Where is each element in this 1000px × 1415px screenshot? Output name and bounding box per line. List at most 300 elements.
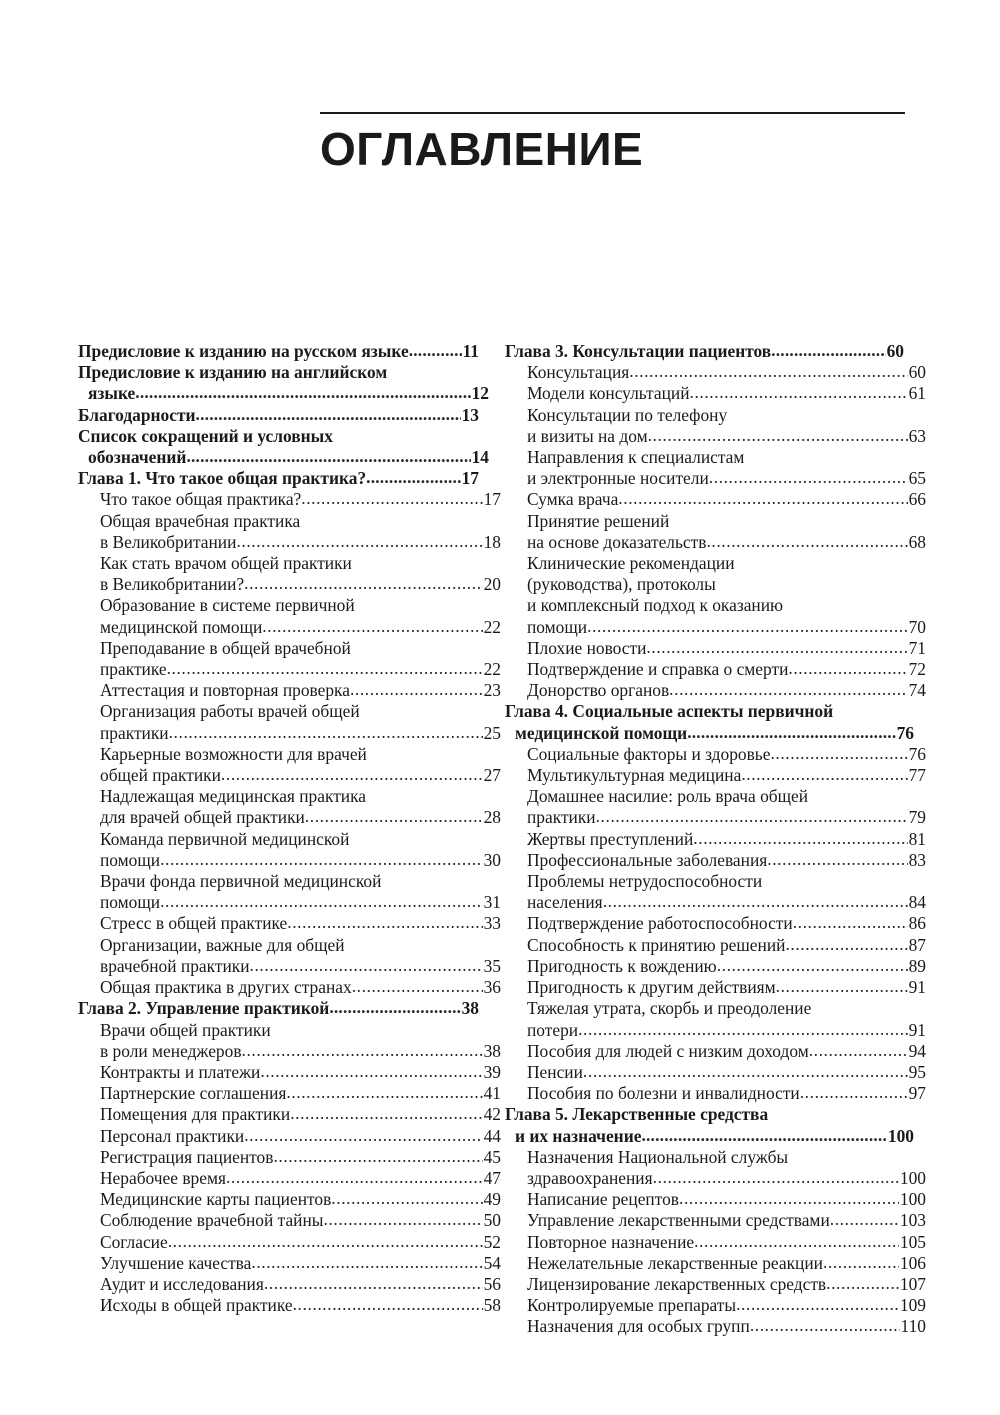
toc-entry-title: Контролируемые препараты (527, 1295, 737, 1316)
toc-page-number: 81 (908, 828, 926, 849)
toc-entry-title: Надлежащая медицинская практика (100, 786, 367, 807)
toc-dot-leader (186, 446, 470, 467)
toc-entry-line (78, 892, 501, 913)
toc-section-entry[interactable] (505, 383, 926, 404)
toc-entry-line (78, 383, 489, 404)
toc-dot-leader (286, 1082, 482, 1103)
toc-entry-line (78, 574, 501, 595)
toc-dot-leader (653, 1167, 899, 1188)
toc-entry-title: языке (88, 383, 136, 404)
toc-entry-title: Нерабочее время (100, 1167, 226, 1188)
toc-entry-line (505, 998, 926, 1019)
toc-section-entry[interactable] (78, 1061, 501, 1083)
toc-entry-title: Аттестация и повторная проверка (100, 680, 350, 701)
title-block (320, 112, 905, 204)
toc-entry-title: Пенсии (527, 1061, 583, 1082)
toc-dot-leader (168, 1231, 483, 1252)
toc-entry-title: в Великобритании (100, 531, 237, 552)
toc-section-entry[interactable] (505, 362, 926, 383)
toc-entry-title: Нежелательные лекарственные реакции (527, 1252, 823, 1273)
toc-page-number: 23 (483, 680, 501, 701)
toc-entry-title: Управление лекарственными средствами (527, 1210, 830, 1231)
toc-section-entry[interactable] (78, 1125, 501, 1147)
toc-dot-leader (329, 997, 460, 1018)
toc-entry-line (78, 786, 501, 807)
toc-page-number: 50 (483, 1210, 501, 1231)
toc-entry-line (505, 786, 926, 807)
toc-page-number: 71 (908, 637, 926, 658)
toc-page-number: 11 (462, 341, 479, 361)
toc-entry-line (78, 680, 501, 701)
toc-entry-title: Команда первичной медицинской (100, 828, 350, 849)
toc-entry-line (505, 956, 926, 977)
toc-entry-title: Социальные факторы и здоровье (527, 743, 771, 764)
toc-page-number: 47 (483, 1167, 501, 1188)
toc-entry-title: Профессиональные заболевания (527, 849, 768, 870)
toc-entry-title: и комплексный подход к оказанию (527, 595, 784, 616)
toc-entry-line (78, 956, 501, 977)
toc-dot-leader (618, 488, 907, 509)
toc-section-entry[interactable] (78, 489, 501, 510)
toc-page-number: 61 (908, 383, 926, 404)
toc-entry-title: Глава 5. Лекарственные средства (505, 1104, 769, 1125)
toc-entry-line (78, 638, 501, 659)
toc-dot-leader (596, 806, 908, 827)
toc-page-number: 66 (908, 489, 926, 510)
toc-dot-leader (750, 1315, 900, 1336)
toc-section-entry[interactable] (78, 510, 501, 553)
toc-dot-leader (366, 467, 460, 488)
toc-dot-leader (641, 1125, 886, 1146)
toc-entry-title: в роли менеджеров (100, 1040, 242, 1061)
toc-dot-leader (694, 1231, 899, 1252)
toc-section-entry[interactable] (78, 934, 501, 977)
toc-dot-leader (262, 616, 482, 637)
toc-section-entry[interactable] (78, 637, 501, 680)
toc-entry-title: Проблемы нетрудоспособности (527, 871, 763, 892)
toc-chapter-entry[interactable] (78, 425, 489, 468)
toc-section-entry[interactable] (505, 1083, 926, 1104)
toc-dot-leader (603, 891, 908, 912)
toc-entry-title: Общая врачебная практика (100, 510, 301, 531)
toc-section-entry[interactable] (78, 1083, 501, 1104)
toc-page-number: 83 (908, 849, 926, 870)
toc-entry-title: Лицензирование лекарственных средств (527, 1273, 827, 1294)
toc-entry-title: врачебной практики (100, 955, 250, 976)
toc-entry-line (505, 1232, 926, 1253)
toc-section-entry[interactable] (505, 1252, 926, 1274)
toc-entry-line (505, 405, 926, 426)
toc-entry-title: (руководства), протоколы (527, 574, 716, 595)
toc-entry-line (505, 574, 926, 595)
toc-chapter-entry[interactable] (78, 405, 479, 426)
toc-section-entry[interactable] (505, 404, 926, 447)
toc-entry-title: Пособия по болезни и инвалидности (527, 1083, 800, 1104)
toc-page-number: 91 (908, 977, 926, 998)
toc-entry-line (505, 1295, 926, 1316)
toc-entry-line (78, 1295, 501, 1316)
toc-entry-title: Улучшение качества (100, 1252, 252, 1273)
toc-dot-leader (350, 679, 483, 700)
toc-page-number: 60 (886, 341, 904, 361)
toc-entry-line (78, 871, 501, 892)
toc-section-entry[interactable] (78, 1273, 501, 1295)
toc-entry-line (505, 532, 926, 553)
toc-entry-title: практике (100, 659, 167, 680)
page-title: ОГЛАВЛЕНИЕ (320, 123, 644, 175)
toc-section-entry[interactable] (505, 1210, 926, 1231)
toc-entry-title: Повторное назначение (527, 1231, 695, 1252)
toc-entry-title: Пособия для людей с низким доходом (527, 1040, 809, 1061)
toc-entry-line (78, 405, 479, 426)
toc-entry-title: Партнерские соглашения (100, 1083, 287, 1104)
toc-section-entry[interactable] (505, 447, 926, 489)
toc-entry-line (505, 723, 914, 744)
toc-section-entry[interactable] (78, 701, 501, 743)
toc-section-entry[interactable] (505, 1316, 926, 1337)
toc-entry-title: Организация работы врачей общей (100, 701, 360, 722)
toc-entry-title: Благодарности (78, 404, 196, 425)
toc-page-number: 22 (483, 616, 501, 637)
toc-entry-line (78, 362, 479, 383)
toc-dot-leader (409, 340, 462, 361)
toc-section-entry[interactable] (505, 510, 926, 553)
toc-dot-leader (221, 764, 483, 785)
toc-entry-title: Подтверждение и справка о смерти (527, 659, 789, 680)
toc-entry-title: Исходы в общей практике (100, 1295, 293, 1316)
toc-entry-title: на основе доказательств (527, 531, 707, 552)
toc-entry-line (78, 617, 501, 638)
toc-section-entry[interactable] (505, 934, 926, 956)
toc-entry-line (505, 1168, 926, 1189)
toc-section-entry[interactable] (505, 765, 926, 786)
toc-section-entry[interactable] (78, 1210, 501, 1231)
toc-entry-line (505, 1316, 926, 1337)
toc-dot-leader (826, 1273, 899, 1294)
toc-section-entry[interactable] (505, 1189, 926, 1210)
toc-dot-leader (830, 1209, 899, 1230)
toc-dot-leader (709, 467, 908, 488)
toc-dot-leader (741, 764, 907, 785)
toc-dot-leader (736, 1294, 899, 1315)
toc-entry-line (505, 1189, 926, 1210)
toc-entry-title: здравоохранения (527, 1167, 653, 1188)
toc-page-number: 107 (899, 1273, 926, 1294)
toc-entry-title: помощи (100, 849, 161, 870)
toc-entry-title: и их назначение (515, 1125, 642, 1146)
toc-entry-title: потери (527, 1019, 579, 1040)
toc-entry-title: Принятие решений (527, 510, 670, 531)
toc-page-number: 22 (483, 659, 501, 680)
toc-entry-title: Донорство органов (527, 680, 670, 701)
toc-section-entry[interactable] (505, 998, 926, 1040)
toc-section-entry[interactable] (505, 1061, 926, 1083)
toc-entry-line (78, 532, 501, 553)
toc-section-entry[interactable] (505, 659, 926, 680)
toc-dot-leader (823, 1252, 899, 1273)
toc-page-number: 65 (908, 468, 926, 489)
toc-entry-line (78, 426, 479, 447)
toc-page-number: 89 (908, 955, 926, 976)
toc-page-number: 79 (908, 807, 926, 828)
toc-dot-leader (264, 1273, 483, 1294)
toc-dot-leader (242, 1040, 483, 1061)
toc-section-entry[interactable] (505, 743, 926, 765)
toc-section-entry[interactable] (505, 489, 926, 510)
toc-entry-title: Медицинские карты пациентов (100, 1189, 332, 1210)
toc-page-number: 31 (483, 892, 501, 913)
toc-dot-leader (706, 531, 907, 552)
toc-dot-leader (793, 912, 908, 933)
toc-entry-line (78, 1041, 501, 1062)
toc-entry-line (78, 659, 501, 680)
toc-entry-title: помощи (100, 892, 161, 913)
toc-chapter-entry[interactable] (505, 1104, 914, 1146)
toc-entry-title: Сумка врача (527, 489, 619, 510)
toc-chapter-entry[interactable] (78, 998, 479, 1019)
toc-entry-title: Консультации по телефону (527, 404, 728, 425)
toc-page-number: 41 (483, 1083, 501, 1104)
toc-entry-line (505, 1062, 926, 1083)
toc-entry-title: для врачей общей практики (100, 807, 305, 828)
toc-entry-line (78, 1274, 501, 1295)
toc-page-number: 13 (461, 404, 479, 425)
toc-entry-title: Преподавание в общей врачебной (100, 637, 351, 658)
toc-entry-line (505, 1210, 926, 1231)
toc-page-number: 52 (483, 1231, 501, 1252)
toc-entry-title: Согласие (100, 1231, 168, 1252)
toc-entry-line (505, 1083, 926, 1104)
toc-section-entry[interactable] (505, 871, 926, 913)
toc-dot-leader (293, 1294, 483, 1315)
toc-entry-title: Регистрация пациентов (100, 1146, 274, 1167)
toc-section-entry[interactable] (505, 637, 926, 659)
toc-section-entry[interactable] (78, 977, 501, 998)
toc-section-entry[interactable] (78, 1146, 501, 1168)
toc-page-number: 91 (908, 1019, 926, 1040)
toc-section-entry[interactable] (505, 1040, 926, 1062)
toc-entry-title: Общая практика в других странах (100, 977, 352, 998)
toc-section-entry[interactable] (505, 786, 926, 828)
toc-entry-line (505, 892, 926, 913)
toc-dot-leader (800, 1082, 908, 1103)
toc-dot-leader (776, 976, 908, 997)
toc-dot-leader (260, 1061, 482, 1082)
toc-chapter-entry[interactable] (78, 468, 479, 489)
toc-dot-leader (771, 340, 885, 361)
toc-dot-leader (251, 1252, 482, 1273)
toc-page-number: 14 (471, 447, 489, 468)
toc-section-entry[interactable] (78, 1104, 501, 1125)
toc-page-number: 36 (483, 977, 501, 998)
toc-chapter-entry[interactable] (505, 341, 904, 362)
toc-entry-line (505, 744, 926, 765)
toc-page-number: 20 (483, 574, 501, 595)
toc-section-entry[interactable] (78, 553, 501, 595)
toc-section-entry[interactable] (505, 977, 926, 998)
toc-page-number: 33 (483, 913, 501, 934)
toc-page-number: 97 (908, 1083, 926, 1104)
toc-page-number: 72 (908, 659, 926, 680)
toc-entry-title: Что такое общая практика? (100, 489, 302, 510)
toc-page-number: 109 (899, 1295, 926, 1316)
toc-entry-title: Организации, важные для общей (100, 934, 345, 955)
toc-entry-title: Мультикультурная медицина (527, 765, 742, 786)
toc-entry-line (505, 468, 926, 489)
toc-section-entry[interactable] (78, 595, 501, 637)
toc-section-entry[interactable] (78, 1189, 501, 1210)
toc-page-number: 28 (483, 807, 501, 828)
toc-entry-line (505, 1041, 926, 1062)
toc-dot-leader (669, 679, 907, 700)
toc-dot-leader (196, 404, 461, 425)
toc-entry-title: Способность к принятию решений (527, 934, 786, 955)
toc-section-entry[interactable] (78, 1252, 501, 1274)
toc-entry-title: и визиты на дом (527, 425, 648, 446)
toc-section-entry[interactable] (505, 1273, 926, 1295)
toc-dot-leader (578, 1019, 908, 1040)
toc-page-number: 56 (483, 1273, 501, 1294)
toc-page-number: 95 (908, 1061, 926, 1082)
toc-entry-line (505, 1126, 914, 1147)
toc-page-number: 100 (887, 1125, 914, 1146)
toc-page-number: 30 (483, 849, 501, 870)
toc-section-entry[interactable] (78, 871, 501, 913)
toc-entry-line (505, 362, 926, 383)
toc-entry-title: Образование в системе первичной (100, 595, 355, 616)
toc-entry-title: Плохие новости (527, 637, 647, 658)
toc-dot-leader (250, 955, 483, 976)
toc-page-number: 39 (483, 1061, 501, 1082)
toc-entry-line (78, 1168, 501, 1189)
toc-section-entry[interactable] (78, 1167, 501, 1189)
toc-chapter-entry[interactable] (505, 701, 914, 743)
toc-entry-line (78, 1232, 501, 1253)
toc-chapter-entry[interactable] (78, 362, 489, 404)
toc-entry-line (78, 829, 501, 850)
toc-page-number: 42 (483, 1104, 501, 1125)
toc-page-number: 63 (908, 425, 926, 446)
toc-entry-line (505, 511, 926, 532)
toc-page-number: 100 (899, 1167, 926, 1188)
toc-section-entry[interactable] (505, 553, 926, 638)
toc-section-entry[interactable] (78, 1019, 501, 1062)
toc-page-number: 49 (483, 1189, 501, 1210)
toc-dot-leader (287, 912, 482, 933)
toc-entry-line (505, 1104, 904, 1125)
toc-entry-line (78, 1104, 501, 1125)
toc-page-number: 70 (908, 616, 926, 637)
toc-entry-line (505, 426, 926, 447)
toc-entry-title: Глава 1. Что такое общая практика? (78, 468, 367, 489)
toc-entry-title: Список сокращений и условных (78, 425, 333, 446)
toc-entry-title: в Великобритании? (100, 574, 245, 595)
toc-page-number: 76 (896, 722, 914, 743)
toc-dot-leader (352, 976, 483, 997)
toc-entry-title: Карьерные возможности для врачей (100, 743, 367, 764)
toc-dot-leader (244, 1125, 482, 1146)
toc-page-number: 87 (908, 934, 926, 955)
toc-entry-line (505, 977, 926, 998)
toc-page-number: 45 (483, 1146, 501, 1167)
toc-section-entry[interactable] (505, 913, 926, 934)
toc-dot-leader (236, 531, 482, 552)
toc-section-entry[interactable] (78, 1295, 501, 1316)
toc-entry-title: практики (100, 722, 169, 743)
toc-entry-line (505, 871, 926, 892)
toc-entry-line (78, 553, 501, 574)
toc-section-entry[interactable] (78, 786, 501, 828)
toc-entry-title: Домашнее насилие: роль врача общей (527, 786, 809, 807)
toc-entry-line (505, 1253, 926, 1274)
toc-page-number: 68 (908, 531, 926, 552)
toc-entry-line (505, 341, 904, 362)
toc-entry-line (78, 1210, 501, 1231)
toc-section-entry[interactable] (78, 743, 501, 786)
toc-section-entry[interactable] (78, 828, 501, 871)
toc-entry-line (505, 913, 926, 934)
toc-dot-leader (767, 849, 907, 870)
toc-section-entry[interactable] (505, 680, 926, 701)
toc-entry-title: Глава 2. Управление практикой (78, 998, 330, 1019)
toc-entry-line (78, 723, 501, 744)
toc-dot-leader (693, 828, 907, 849)
toc-dot-leader (679, 1188, 899, 1209)
toc-section-entry[interactable] (505, 1146, 926, 1189)
toc-section-entry[interactable] (78, 1231, 501, 1253)
toc-section-entry[interactable] (78, 913, 501, 934)
toc-entry-title: Предисловие к изданию на английском (78, 362, 388, 383)
toc-entry-title: Контракты и платежи (100, 1061, 261, 1082)
toc-entry-title: Тяжелая утрата, скорбь и преодоление (527, 998, 812, 1019)
toc-page-number: 60 (908, 362, 926, 383)
toc-dot-leader (135, 382, 470, 403)
toc-section-entry[interactable] (505, 1295, 926, 1316)
toc-entry-title: Направления к специалистам (527, 447, 745, 468)
toc-dot-leader (629, 361, 907, 382)
toc-entry-line (78, 977, 501, 998)
toc-page-number: 94 (908, 1040, 926, 1061)
toc-entry-line (78, 807, 501, 828)
toc-section-entry[interactable] (78, 680, 501, 701)
toc-dot-leader (331, 1188, 482, 1209)
toc-entry-line (78, 1189, 501, 1210)
toc-section-entry[interactable] (505, 849, 926, 871)
toc-section-entry[interactable] (505, 1231, 926, 1253)
toc-entry-title: Назначения Национальной службы (527, 1146, 789, 1167)
toc-section-entry[interactable] (505, 955, 926, 977)
toc-dot-leader (160, 849, 483, 870)
toc-entry-line (505, 1147, 926, 1168)
toc-page-number: 27 (483, 765, 501, 786)
toc-dot-leader (687, 722, 895, 743)
toc-entry-line (505, 1020, 926, 1041)
toc-entry-line (505, 553, 926, 574)
toc-page-number: 100 (899, 1189, 926, 1210)
toc-chapter-entry[interactable] (78, 341, 479, 362)
toc-entry-title: практики (527, 807, 596, 828)
toc-dot-leader (690, 382, 908, 403)
toc-page-number: 44 (483, 1125, 501, 1146)
toc-dot-leader (717, 955, 908, 976)
toc-section-entry[interactable] (505, 828, 926, 850)
toc-entry-line (78, 1147, 501, 1168)
toc-entry-title: Пригодность к вождению (527, 955, 717, 976)
toc-page-number: 25 (483, 722, 501, 743)
toc-page-number: 54 (483, 1252, 501, 1273)
toc-dot-leader (648, 425, 908, 446)
toc-page-number: 84 (908, 892, 926, 913)
